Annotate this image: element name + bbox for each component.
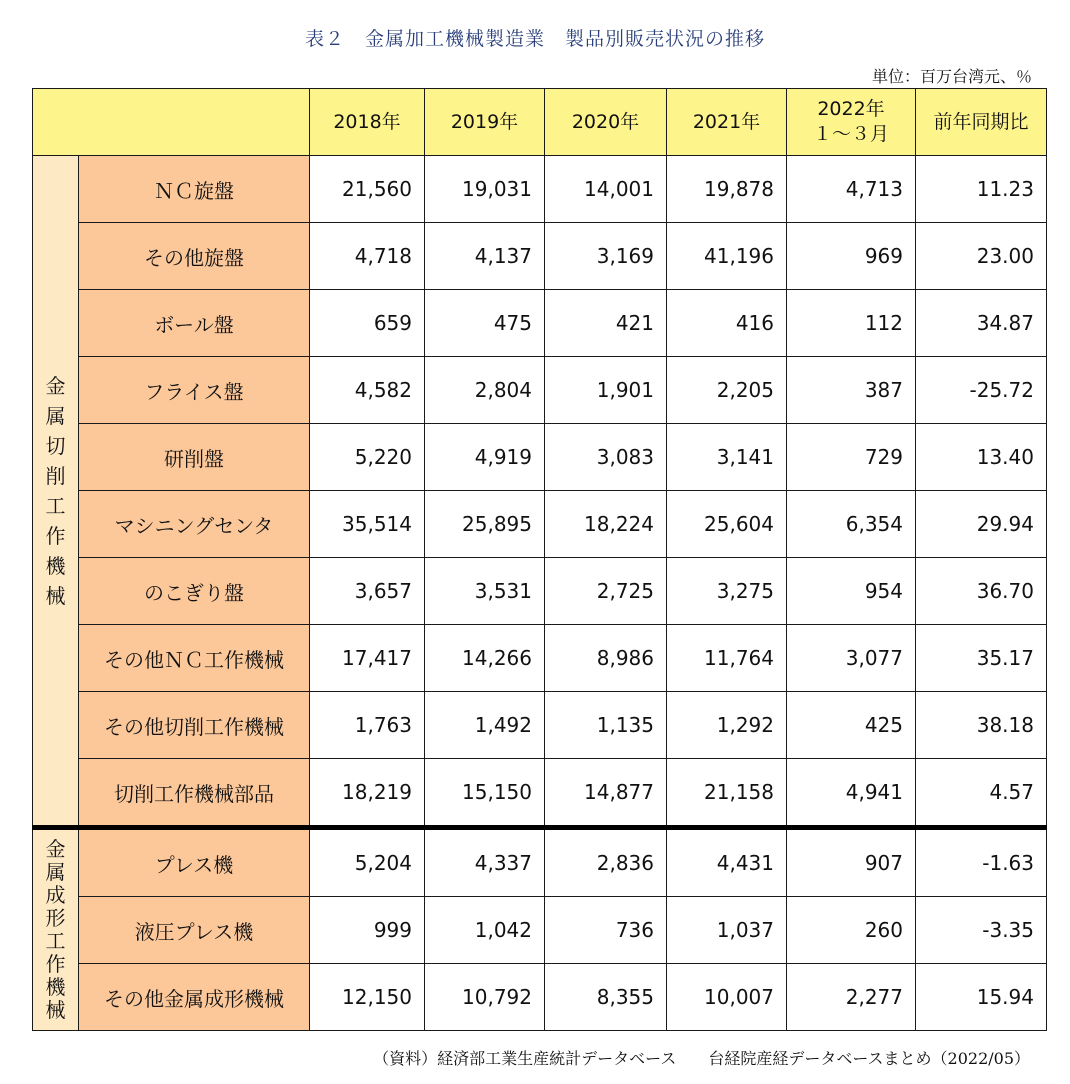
value-2019: 10,792 [425, 964, 545, 1031]
value-2021: 21,158 [667, 759, 787, 828]
header-2019: 2019年 [425, 89, 545, 156]
group-label-char: 切 [45, 433, 66, 458]
header-yoy: 前年同期比 [916, 89, 1047, 156]
value-yoy: -25.72 [916, 357, 1047, 424]
value-2022q1: 969 [787, 223, 916, 290]
header-row [33, 89, 1047, 156]
product-name: 切削工作機械部品 [79, 759, 310, 828]
value-yoy: -3.35 [916, 897, 1047, 964]
table-row [33, 290, 1047, 357]
value-2019: 475 [425, 290, 545, 357]
header-2022q1-line2: １～３月 [812, 123, 889, 145]
value-2019: 14,266 [425, 625, 545, 692]
value-2021: 2,205 [667, 357, 787, 424]
value-2022q1: 954 [787, 558, 916, 625]
value-2020: 1,135 [545, 692, 667, 759]
value-2018: 3,657 [310, 558, 425, 625]
value-2022q1: 3,077 [787, 625, 916, 692]
value-2019: 15,150 [425, 759, 545, 828]
product-name: ＮＣ旋盤 [79, 156, 310, 223]
product-name: その他切削工作機械 [79, 692, 310, 759]
product-name: その他金属成形機械 [79, 964, 310, 1031]
group-label-char: 工 [45, 929, 66, 953]
value-2019: 25,895 [425, 491, 545, 558]
table-row [33, 357, 1047, 424]
value-2019: 19,031 [425, 156, 545, 223]
product-name: 研削盤 [79, 424, 310, 491]
value-2019: 1,492 [425, 692, 545, 759]
product-name: その他旋盤 [79, 223, 310, 290]
value-2018: 1,763 [310, 692, 425, 759]
value-yoy: 35.17 [916, 625, 1047, 692]
value-2021: 416 [667, 290, 787, 357]
group-label-char: 属 [45, 403, 66, 428]
group-label-char: 形 [45, 906, 66, 930]
value-2021: 41,196 [667, 223, 787, 290]
group-label-char: 械 [45, 998, 66, 1022]
value-2019: 2,804 [425, 357, 545, 424]
group-label-char: 作 [45, 952, 66, 976]
value-yoy: 4.57 [916, 759, 1047, 828]
table-row [33, 491, 1047, 558]
group-label-char: 成 [45, 883, 66, 907]
value-2022q1: 4,713 [787, 156, 916, 223]
value-2020: 8,355 [545, 964, 667, 1031]
group-label-cutting [33, 156, 79, 828]
group-label-char: 属 [45, 860, 66, 884]
value-yoy: 15.94 [916, 964, 1047, 1031]
value-2022q1: 112 [787, 290, 916, 357]
value-2020: 14,001 [545, 156, 667, 223]
table-row [33, 156, 1047, 223]
value-2020: 18,224 [545, 491, 667, 558]
product-name: その他ＮＣ工作機械 [79, 625, 310, 692]
value-2020: 3,083 [545, 424, 667, 491]
value-yoy: 38.18 [916, 692, 1047, 759]
value-2022q1: 4,941 [787, 759, 916, 828]
header-2021: 2021年 [667, 89, 787, 156]
value-2022q1: 2,277 [787, 964, 916, 1031]
table-row [33, 223, 1047, 290]
header-2020: 2020年 [545, 89, 667, 156]
product-name: マシニングセンタ [79, 491, 310, 558]
value-2020: 2,725 [545, 558, 667, 625]
value-2020: 736 [545, 897, 667, 964]
value-2019: 4,919 [425, 424, 545, 491]
value-2018: 4,582 [310, 357, 425, 424]
product-name: 液圧プレス機 [79, 897, 310, 964]
value-2022q1: 907 [787, 828, 916, 897]
table-row [33, 625, 1047, 692]
product-name: フライス盤 [79, 357, 310, 424]
value-2020: 8,986 [545, 625, 667, 692]
value-2018: 4,718 [310, 223, 425, 290]
table-row [33, 692, 1047, 759]
value-2022q1: 387 [787, 357, 916, 424]
group-label-char: 機 [45, 975, 66, 999]
value-2020: 1,901 [545, 357, 667, 424]
group-label-char: 機 [45, 553, 66, 578]
value-2020: 14,877 [545, 759, 667, 828]
value-2018: 21,560 [310, 156, 425, 223]
value-2018: 999 [310, 897, 425, 964]
value-yoy: 29.94 [916, 491, 1047, 558]
value-2020: 421 [545, 290, 667, 357]
value-yoy: -1.63 [916, 828, 1047, 897]
value-2018: 18,219 [310, 759, 425, 828]
group-label-char: 工 [45, 493, 66, 518]
unit-note: 単位：百万台湾元、％ [871, 67, 1032, 86]
value-2021: 19,878 [667, 156, 787, 223]
table-row [33, 897, 1047, 964]
value-2022q1: 260 [787, 897, 916, 964]
value-2019: 4,137 [425, 223, 545, 290]
sales-table [32, 88, 1047, 1031]
product-name: ボール盤 [79, 290, 310, 357]
value-2021: 3,275 [667, 558, 787, 625]
value-2020: 2,836 [545, 828, 667, 897]
header-2022q1 [787, 89, 916, 156]
value-2018: 5,204 [310, 828, 425, 897]
value-2021: 4,431 [667, 828, 787, 897]
source-note: （資料）経済部工業生産統計データベース 台経院産経データベースまとめ（2022/05） [373, 1049, 1030, 1068]
value-2019: 3,531 [425, 558, 545, 625]
header-2018: 2018年 [310, 89, 425, 156]
value-2018: 5,220 [310, 424, 425, 491]
value-2019: 4,337 [425, 828, 545, 897]
group-label-char: 金 [45, 373, 66, 398]
value-2020: 3,169 [545, 223, 667, 290]
header-corner [33, 89, 310, 156]
value-2019: 1,042 [425, 897, 545, 964]
table-row [33, 964, 1047, 1031]
table-row [33, 759, 1047, 828]
table-row [33, 828, 1047, 897]
value-2018: 17,417 [310, 625, 425, 692]
value-2022q1: 729 [787, 424, 916, 491]
group-label-char: 作 [45, 523, 66, 548]
value-2018: 12,150 [310, 964, 425, 1031]
value-2021: 1,292 [667, 692, 787, 759]
table-row [33, 558, 1047, 625]
value-2021: 3,141 [667, 424, 787, 491]
value-yoy: 36.70 [916, 558, 1047, 625]
value-yoy: 34.87 [916, 290, 1047, 357]
value-yoy: 11.23 [916, 156, 1047, 223]
group-label-char: 削 [45, 463, 66, 488]
value-2018: 659 [310, 290, 425, 357]
product-name: プレス機 [79, 828, 310, 897]
group-label-forming [33, 828, 79, 1031]
value-2021: 25,604 [667, 491, 787, 558]
value-2021: 11,764 [667, 625, 787, 692]
value-yoy: 13.40 [916, 424, 1047, 491]
header-2022q1-line1: 2022年 [817, 98, 885, 120]
table-title: 表２ 金属加工機械製造業 製品別販売状況の推移 [304, 28, 765, 50]
group-label-char: 械 [45, 583, 66, 608]
table-row [33, 424, 1047, 491]
value-yoy: 23.00 [916, 223, 1047, 290]
value-2018: 35,514 [310, 491, 425, 558]
value-2021: 1,037 [667, 897, 787, 964]
value-2022q1: 6,354 [787, 491, 916, 558]
group-label-char: 金 [45, 837, 66, 861]
product-name: のこぎり盤 [79, 558, 310, 625]
value-2022q1: 425 [787, 692, 916, 759]
value-2021: 10,007 [667, 964, 787, 1031]
